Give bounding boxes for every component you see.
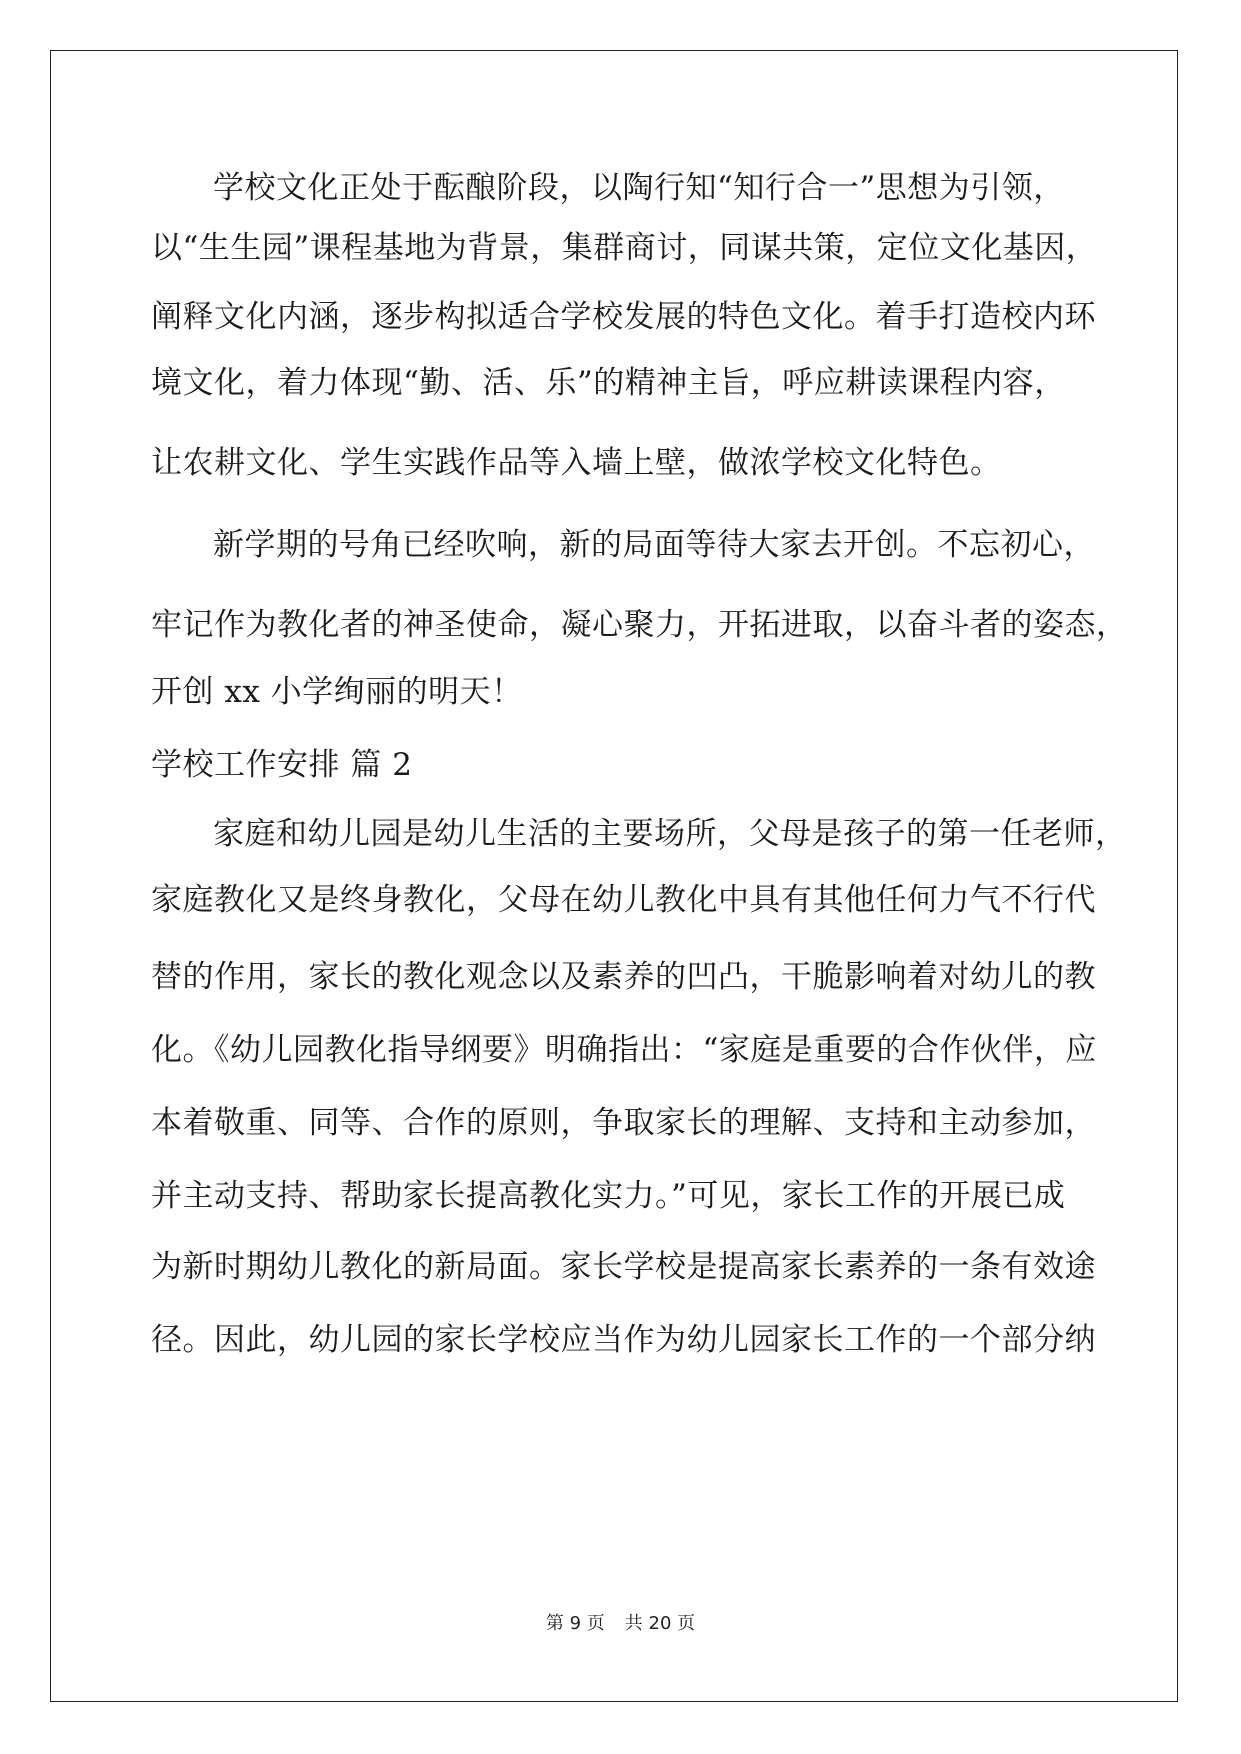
page-footer [0, 1612, 1241, 1636]
paragraph3-line-7: 为新时期幼儿教化的新局面。家长学校是提高家长素养的一条有效途 [151, 1249, 1096, 1285]
paragraph3-line-1: 家庭和幼儿园是幼儿生活的主要场所，父母是孩子的第一任老师， [213, 816, 1127, 852]
paragraph1-line-1: 学校文化正处于酝酿阶段，以陶行知“知行合一”思想为引领， [213, 170, 1065, 206]
paragraph3-line-5: 本着敬重、同等、合作的原则，争取家长的理解、支持和主动参加， [151, 1105, 1096, 1141]
paragraph3-line-4: 化。《幼儿园教化指导纲要》明确指出：“家庭是重要的合作伙伴，应 [151, 1032, 1097, 1068]
paragraph2-line-3: 开创 xx 小学绚丽的明天！ [151, 674, 523, 710]
page-number: 第 9 页 [545, 1613, 605, 1634]
section-heading: 学校工作安排 篇 2 [151, 747, 413, 783]
paragraph1-line-5: 让农耕文化、学生实践作品等入墙上壁，做浓学校文化特色。 [151, 445, 1002, 481]
paragraph3-line-3: 替的作用，家长的教化观念以及素养的凹凸，干脆影响着对幼儿的教 [151, 959, 1096, 995]
paragraph1-line-2: 以“生生园”课程基地为背景，集群商讨，同谋共策，定位文化基因， [151, 230, 1098, 266]
paragraph2-line-2: 牢记作为教化者的神圣使命，凝心聚力，开拓进取，以奋斗者的姿态， [151, 607, 1128, 643]
paragraph2-line-1: 新学期的号角已经吹响，新的局面等待大家去开创。不忘初心， [213, 527, 1095, 563]
paragraph1-line-3: 阐释文化内涵，逐步构拟适合学校发展的特色文化。着手打造校内环 [151, 299, 1096, 335]
paragraph3-line-2: 家庭教化又是终身教化，父母在幼儿教化中具有其他任何力气不行代 [151, 882, 1096, 918]
page-total: 共 20 页 [624, 1613, 696, 1634]
paragraph3-line-6: 并主动支持、帮助家长提高教化实力。”可见，家长工作的开展已成 [151, 1178, 1066, 1214]
paragraph1-line-4: 境文化，着力体现“勤、活、乐”的精神主旨，呼应耕读课程内容， [151, 365, 1066, 401]
paragraph3-line-8: 径。因此，幼儿园的家长学校应当作为幼儿园家长工作的一个部分纳 [151, 1322, 1096, 1358]
